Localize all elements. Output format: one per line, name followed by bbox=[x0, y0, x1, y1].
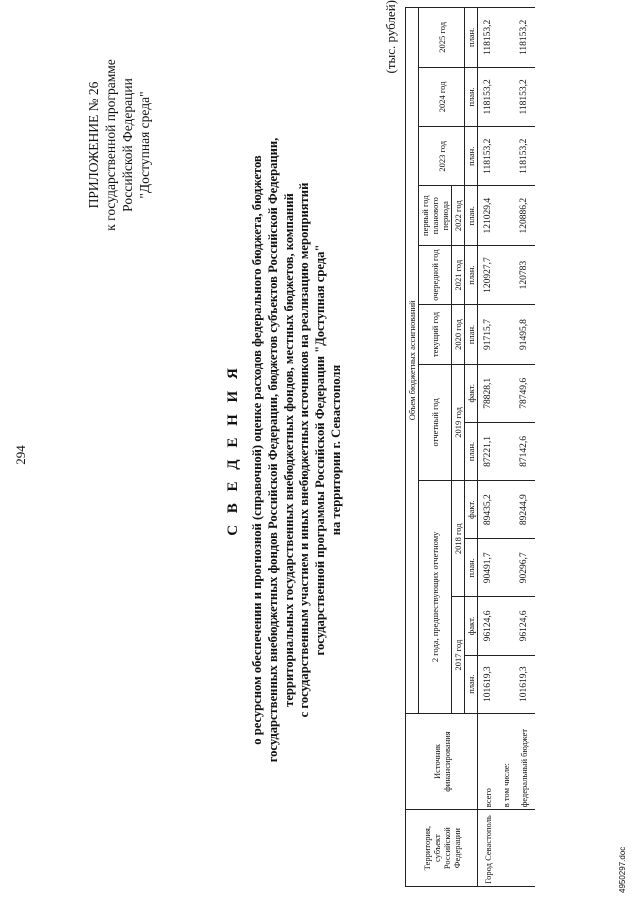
header-volume: Объем бюджетных ассигнований bbox=[406, 8, 419, 714]
header-two-years-prior: 2 года, предшествующих отчетному bbox=[419, 481, 452, 714]
territory-cell: Город Севастополь bbox=[478, 810, 498, 887]
header-fact: факт. bbox=[465, 597, 478, 655]
header-2022: 2022 год bbox=[452, 186, 465, 245]
header-plan: план. bbox=[465, 127, 478, 186]
heading-line: о ресурсном обеспечении и прогнозной (справочной) оценке расходов федерального бюджета, бюджетов bbox=[250, 155, 264, 745]
page-number: 294 bbox=[13, 445, 28, 465]
heading-line: государственной программы Российской Федерации "Доступная среда" bbox=[313, 244, 328, 656]
value-cell bbox=[497, 186, 515, 245]
table-row bbox=[478, 8, 498, 887]
value-cell: 118153,2 bbox=[515, 8, 535, 68]
header-2025: 2025 год bbox=[419, 8, 465, 68]
value-cell: 96124,6 bbox=[515, 597, 535, 655]
header-plan: план. bbox=[465, 245, 478, 304]
header-plan: план. bbox=[465, 8, 478, 68]
value-cell bbox=[497, 597, 515, 655]
value-cell bbox=[497, 539, 515, 597]
appendix-line: "Доступная среда" bbox=[137, 91, 152, 199]
header-2021: 2021 год bbox=[452, 245, 465, 304]
header-source: Источник финансирования bbox=[406, 713, 478, 810]
value-cell bbox=[497, 481, 515, 539]
source-cell: в том числе: bbox=[497, 713, 515, 810]
value-cell: 118153,2 bbox=[515, 127, 535, 186]
value-cell: 91715,7 bbox=[478, 305, 498, 364]
value-cell: 121029,4 bbox=[478, 186, 498, 245]
value-cell bbox=[497, 364, 515, 422]
value-cell: 78828,1 bbox=[478, 364, 498, 422]
value-cell bbox=[497, 127, 515, 186]
value-cell: 78749,6 bbox=[515, 364, 535, 422]
header-fact: факт. bbox=[465, 481, 478, 539]
header-reporting-year: отчетный год bbox=[419, 364, 452, 480]
heading-line: на территории г. Севастополя bbox=[328, 364, 343, 536]
value-cell: 120783 bbox=[515, 245, 535, 304]
header-2017: 2017 год bbox=[452, 597, 465, 713]
header-2023: 2023 год bbox=[419, 127, 465, 186]
units-note: (тыс. рублей) bbox=[383, 0, 398, 74]
value-cell: 118153,2 bbox=[478, 67, 498, 126]
heading-line: государственных внебюджетных фондов Российской Федерации, бюджетов субъектов Российской Федерации, bbox=[265, 137, 280, 763]
value-cell: 101619,3 bbox=[478, 655, 498, 713]
header-current-year: текущий год bbox=[419, 305, 452, 364]
value-cell: 87221,1 bbox=[478, 422, 498, 480]
header-2024: 2024 год bbox=[419, 67, 465, 126]
header-plan: план. bbox=[465, 422, 478, 480]
value-cell: 118153,2 bbox=[478, 127, 498, 186]
table-row bbox=[497, 8, 515, 887]
value-cell: 89244,9 bbox=[515, 481, 535, 539]
value-cell: 91495,8 bbox=[515, 305, 535, 364]
appendix-block bbox=[85, 10, 153, 280]
header-plan: план. bbox=[465, 305, 478, 364]
value-cell: 118153,2 bbox=[515, 67, 535, 126]
value-cell: 120927,7 bbox=[478, 245, 498, 304]
appendix-line: Российской Федерации bbox=[120, 78, 135, 212]
value-cell: 90296,7 bbox=[515, 539, 535, 597]
header-2019: 2019 год bbox=[452, 364, 465, 480]
header-fact: факт. bbox=[465, 364, 478, 422]
heading-title: С В Е Д Е Н И Я bbox=[225, 364, 241, 536]
table-row bbox=[515, 8, 535, 887]
value-cell bbox=[497, 305, 515, 364]
value-cell: 120886,2 bbox=[515, 186, 535, 245]
header-2020: 2020 год bbox=[452, 305, 465, 364]
value-cell bbox=[497, 422, 515, 480]
territory-cell bbox=[515, 810, 535, 887]
heading-line: территориальных государственных внебюджетных фондов, местных бюджетов, компаний bbox=[281, 193, 296, 707]
value-cell: 101619,3 bbox=[515, 655, 535, 713]
heading-line: с государственным участием и иных внебюджетных источников на реализацию мероприятий bbox=[297, 182, 312, 718]
value-cell: 89435,2 bbox=[478, 481, 498, 539]
header-plan: план. bbox=[465, 539, 478, 597]
appendix-line: к государственной программе bbox=[103, 59, 118, 231]
value-cell bbox=[497, 67, 515, 126]
value-cell: 90491,7 bbox=[478, 539, 498, 597]
territory-cell bbox=[497, 810, 515, 887]
value-cell: 96124,6 bbox=[478, 597, 498, 655]
header-plan: план. bbox=[465, 655, 478, 713]
header-plan: план. bbox=[465, 67, 478, 126]
header-next-year: очередной год bbox=[419, 245, 452, 304]
header-first-plan-year: первый год планового периода bbox=[419, 186, 452, 245]
source-cell: всего bbox=[478, 713, 498, 810]
appendix-title: ПРИЛОЖЕНИЕ № 26 bbox=[86, 81, 101, 209]
heading-lines bbox=[250, 115, 345, 785]
value-cell: 118153,2 bbox=[478, 8, 498, 68]
document-code: 4950297.doc bbox=[618, 846, 627, 893]
source-cell: федеральный бюджет bbox=[515, 713, 535, 810]
value-cell bbox=[497, 245, 515, 304]
value-cell: 87142,6 bbox=[515, 422, 535, 480]
header-territory: Территория, субъект Российской Федерации bbox=[406, 810, 478, 887]
header-plan: план. bbox=[465, 186, 478, 245]
value-cell bbox=[497, 8, 515, 68]
document-heading bbox=[225, 115, 345, 785]
value-cell bbox=[497, 655, 515, 713]
header-2018: 2018 год bbox=[452, 481, 465, 597]
finance-table bbox=[405, 7, 535, 887]
